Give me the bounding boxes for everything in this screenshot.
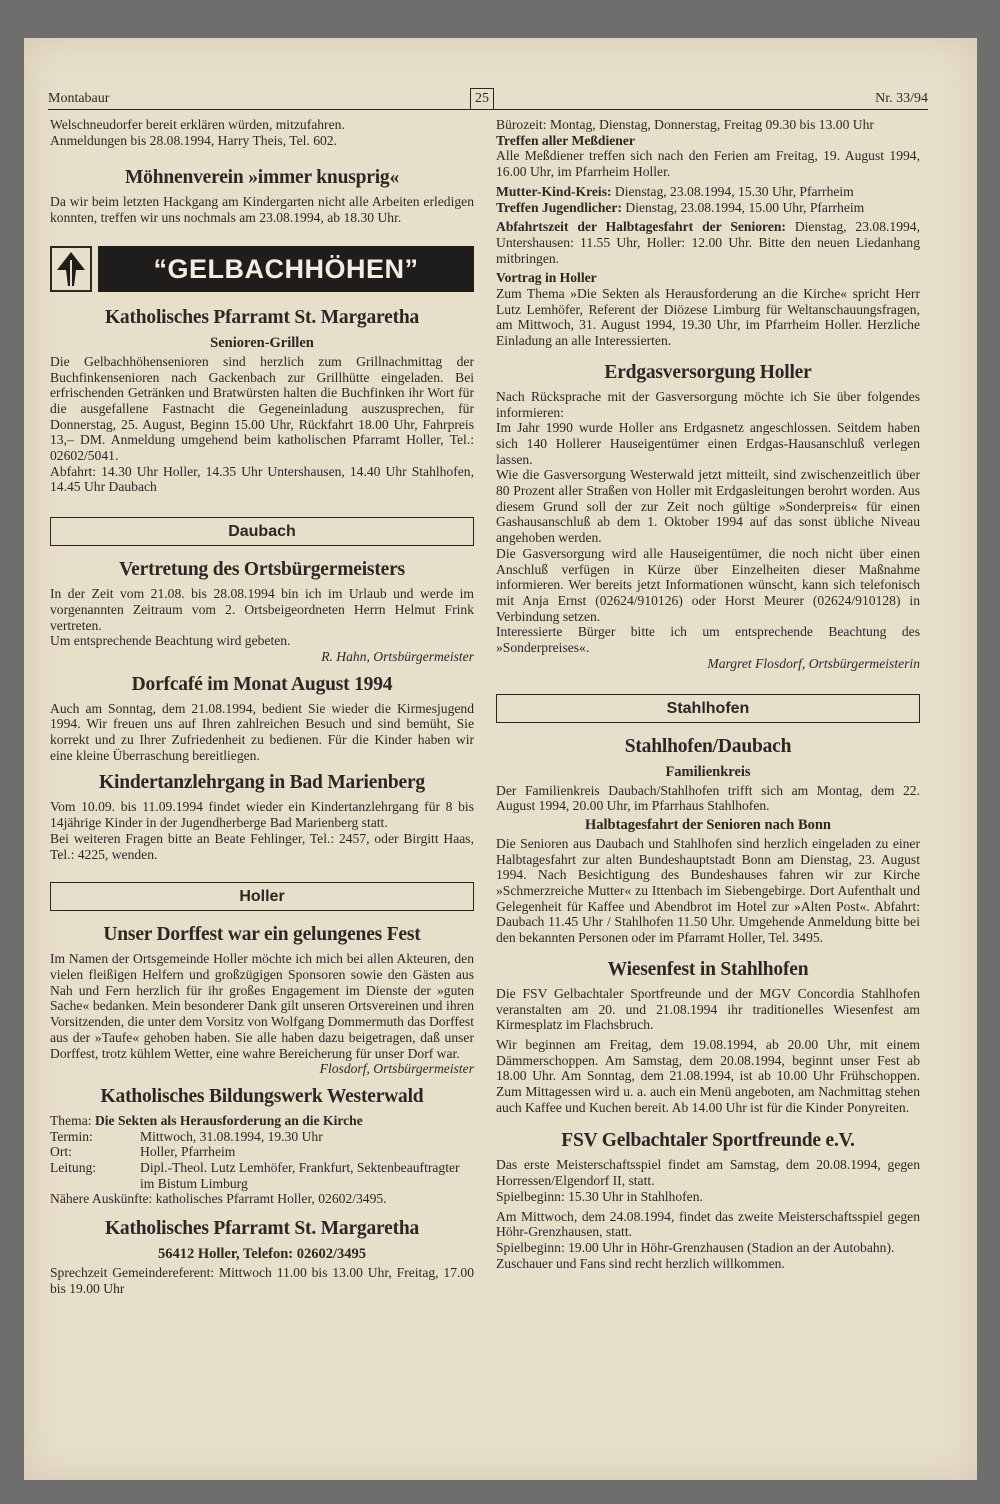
detail-key: Termin: [50,1128,93,1144]
abfahrt-label: Abfahrtszeit der Halbtagesfahrt der Senioren: [496,219,786,235]
banner-title: “GELBACHHÖHEN” [98,246,474,292]
mutterkind-label: Mutter-Kind-Kreis: [496,183,612,199]
header-town: Montabaur [48,91,110,106]
pfarramt1-subtitle: Senioren-Grillen [210,334,314,351]
page-header [48,88,928,110]
fsv-p1b: Spielbeginn: 15.30 Uhr in Stahlhofen. [496,1188,703,1204]
jugend-label: Treffen Jugendlicher: [496,199,622,215]
wiesenfest-p1: Die FSV Gelbachtaler Sportfreunde und der MGV Concordia Stahlhofen veranstalten am 20. und 21.08.1994 ihr traditionelles Wiesenfest am Kirmesplatz im Flachsbruch. [496,985,920,1033]
mutterkind-value: Dienstag, 23.08.1994, 15.30 Uhr, Pfarrheim [611,183,854,199]
detail-value: Holler, Pfarrheim [140,1144,236,1160]
fsv-p1: Das erste Meisterschaftsspiel findet am Samstag, dem 20.08.1994, gegen Horressen/Elgendorf II, statt. [496,1157,920,1189]
intro-line-1: Welschneudorfer bereit erklären würden, mitzufahren. [50,117,345,132]
kindertanz-title: Kindertanzlehrgang in Bad Marienberg [99,772,425,794]
erdgas-p4: Die Gasversorgung wird alle Hauseigentümer, die noch nicht über einen Anschluß verfügen in Kürze über Einzelheiten dieser Maßnahme informieren. Wer bereits jetzt Informationen wünscht, kann sich telefonisch mit Anja Ernst (02624/910126) oder Horst Meurer (02624/910128) in Verbindung setzen. [496,545,920,624]
bildungswerk-details [50,1129,474,1192]
detail-value: Dipl.-Theol. Lutz Lemhöfer, Frankfurt, Sektenbeauftragter im Bistum Limburg [140,1160,460,1191]
gelbachhoehen-banner [50,246,474,292]
moehnen-text: Da wir beim letzten Hackgang am Kindergarten nicht alle Arbeiten erledigen konnten, treffen wir uns nochmals am 23.08.1994, ab 18.30 Uhr. [50,194,474,226]
familienkreis-text: Der Familienkreis Daubach/Stahlhofen trifft sich am Montag, dem 22. August 1994, 20.00 Uhr, im Pfarrhaus Stahlhofen. [496,782,920,814]
bildungswerk-text: Nähere Auskünfte: katholisches Pfarramt Holler, 02602/3495. [50,1191,387,1207]
detail-value: Mittwoch, 31.08.1994, 19.30 Uhr [140,1128,323,1144]
intro-line-2: Anmeldungen bis 28.08.1994, Harry Theis, Tel. 602. [50,132,338,148]
kindertanz-text: Vom 10.09. bis 11.09.1994 findet wieder ein Kindertanzlehrgang für 8 bis 14jährige Kinder in der Jugendherberge Bad Marienberg statt. [50,799,474,831]
jugend-text [496,200,920,216]
thema-label: Thema: [50,1112,92,1128]
section-box-holler: Holler [50,882,474,911]
section-box-stahlhofen: Stahlhofen [496,694,920,723]
erdgas-p5: Interessierte Bürger bitte ich um entsprechende Beachtung des »Sonderpreises«. [496,624,920,656]
mutterkind-text [496,184,920,200]
header-rule [48,109,928,110]
pfarramt1-abfahrt: Abfahrt: 14.30 Uhr Holler, 14.35 Uhr Untershausen, 14.40 Uhr Stahlhofen, 14.45 Uhr Daubach [50,463,474,495]
pfarramt2-subtitle: 56412 Holler, Telefon: 02602/3495 [157,1246,367,1263]
messdiener-label: Treffen aller Meßdiener [496,132,635,148]
bildungswerk-title: Katholisches Bildungswerk Westerwald [100,1085,424,1107]
detail-row [50,1129,474,1145]
abfahrt-value: Dienstag, 23.08.1994, Untershausen: 11.55 Uhr, Holler: 12.00 Uhr. Bitte den neuen Liedanhang mitbringen. [496,219,920,266]
fsv-p2b: Spielbeginn: 19.00 Uhr in Höhr-Grenzhausen (Stadion an der Autobahn). [496,1239,895,1255]
thema-value: Die Sekten als Herausforderung an die Kirche [94,1112,363,1128]
section-box-daubach: Daubach [50,517,474,546]
detail-row [50,1144,474,1160]
left-column [50,117,474,1297]
bildungswerk-thema [50,1113,474,1129]
moehnen-title: Möhnenverein »immer knusprig« [124,167,400,189]
right-column [496,117,920,1271]
kindertanz-text2: Bei weiteren Fragen bitte an Beate Fehlinger, Tel.: 2457, oder Birgitt Haas, Tel.: 4225, wenden. [50,830,474,862]
erdgas-p3: Wie die Gasversorgung Westerwald jetzt mitteilt, sind zwischenzeitlich über 80 Prozent aller Straßen von Holler mit Erdgasleitungen berohrt worden. Aus diesem Grund soll der zur Zeit noch gültige »Sonderpreis« für einen Gashausanschluß ab dem 1. Oktober 1994 auf das sonst übliche Niveau angehoben werden. [496,467,920,546]
dorfcafe-title: Dorfcafé im Monat August 1994 [131,673,393,695]
detail-key: Leitung: [50,1160,97,1176]
arrow-logo-icon [50,246,92,292]
page-number: 25 [470,88,494,110]
erdgas-signature: Margret Flosdorf, Ortsbürgermeisterin [707,655,920,671]
fsv-p3: Zuschauer und Fans sind recht herzlich willkommen. [496,1255,785,1271]
erdgas-p1: Nach Rücksprache mit der Gasversorgung möchte ich Sie über folgendes informieren: [496,388,920,420]
wiesenfest-title: Wiesenfest in Stahlhofen [607,958,809,980]
familienkreis-title: Stahlhofen/Daubach [624,735,792,757]
abfahrt-text [496,219,920,266]
erdgas-p2: Im Jahr 1990 wurde Holler ans Erdgasnetz angeschlossen. Seitdem haben sich 140 Hollerer Hauseigentümer einen Erdgas-Hausanschluß verlegen lassen. [496,420,920,467]
vertretung-signature: R. Hahn, Ortsbürgermeister [321,648,474,664]
vertretung-title: Vertretung des Ortsbürgermeisters [119,559,405,581]
dorfcafe-text: Auch am Sonntag, dem 21.08.1994, bedient Sie wieder die Kirmesjugend 1994. Wir freuen uns auf Ihren zahlreichen Besuch und sind bemüht, Sie korrekt und zu Ihrer Zufriedenheit zu bedienen. Für die Kinder haben wir eine kleine Überraschung bereitliegen. [50,700,474,763]
vortrag-text: Zum Thema »Die Sekten als Herausforderung an die Kirche« spricht Herr Lutz Lemhöfer, Referent der Diözese Limburg für Weltanschauungsfragen, am Mittwoch, 31. August 1994, 19.30 Uhr, im Pfarrheim Holler. Herzliche Einladung an alle Interessierten. [496,286,920,349]
dorffest-signature: Flosdorf, Ortsbürgermeister [319,1061,474,1077]
pfarramt1-title: Katholisches Pfarramt St. Margaretha [104,306,420,328]
buero-text: Bürozeit: Montag, Dienstag, Donnerstag, Freitag 09.30 bis 13.00 Uhr [496,117,874,132]
fsv-title: FSV Gelbachtaler Sportfreunde e.V. [561,1130,855,1152]
pfarramt2-text: Sprechzeit Gemeindereferent: Mittwoch 11.00 bis 13.00 Uhr, Freitag, 17.00 bis 19.00 Uhr [50,1265,474,1296]
vertretung-text2: Um entsprechende Beachtung wird gebeten. [50,633,291,649]
erdgas-title: Erdgasversorgung Holler [604,361,812,383]
vertretung-text: In der Zeit vom 21.08. bis 28.08.1994 bin ich im Urlaub und werde im vorgenannten Zeitraum vom 2. Ortsbeigeordneten Herrn Helmut Frink vertreten. [50,586,474,633]
issue-number: Nr. 33/94 [875,91,928,106]
vortrag-label: Vortrag in Holler [496,270,597,286]
pfarramt2-title: Katholisches Pfarramt St. Margaretha [104,1218,420,1240]
halbtages-text: Die Senioren aus Daubach und Stahlhofen sind herzlich eingeladen zu einer Halbtagesfahrt zur alten Bundeshauptstadt Bonn am Dienstag, 23. August 1994. Nach Besichtigung des Bundeshauses fahren wir zur Kirche »Schmerzreiche Mutter« zu Ittenbach im Siebengebirge. Dort Aufenthalt und Gelegenheit für Kaffee und Abendbrot im Hotel zur »Alten Post«. Abfahrt: Daubach 11.45 Uhr / Stahlhofen 11.50 Uhr. Umgehende Anmeldung bitte bei den bekannten Personen oder im Pfarramt Holler, Tel. 3495. [496,835,920,946]
dorffest-title: Unser Dorffest war ein gelungenes Fest [103,924,421,946]
messdiener-text: Alle Meßdiener treffen sich nach den Ferien am Freitag, 19. August 1994, 16.00 Uhr, im Pfarrheim Holler. [496,148,920,180]
dorffest-text: Im Namen der Ortsgemeinde Holler möchte ich mich bei allen Akteuren, den vielen fleißigen Helfern und großzügigen Sponsoren sowie den Gästen aus Nah und Fern herzlich für ihr großes Engagement im Dienste der »guten Sache« bedanken. Mein besonderer Dank gilt unseren Ortsvereinen und ihren Vorsitzenden, die unter dem Vorsitz von Wolfgang Dommermuth das Dorffest aus der »Taufe« gehoben haben. Sie alle haben dazu beigetragen, daß unser Dorffest, trotz kühlem Wetter, eine wahre Bereicherung für unser Dorf war. [50,951,474,1061]
familienkreis-subtitle: Familienkreis [665,763,751,780]
fsv-p2: Am Mittwoch, dem 24.08.1994, findet das zweite Meisterschaftsspiel gegen Höhr-Grenzhausen, statt. [496,1208,920,1240]
halbtages-subtitle: Halbtagesfahrt der Senioren nach Bonn [585,816,831,833]
detail-key: Ort: [50,1144,72,1160]
jugend-value: Dienstag, 23.08.1994, 15.00 Uhr, Pfarrheim [621,199,865,215]
detail-row [50,1160,474,1191]
pfarramt1-text: Die Gelbachhöhensenioren sind herzlich zum Grillnachmittag der Buchfinkensenioren nach Gackenbach zur Grillhütte eingeladen. Bei erfrischenden Getränken und Bratwürsten halten die Buchfinken ihr Wort für die ausgefallene Fastnacht die Gegeneinladung auszusprechen, für Donnerstag, 25. August, Beginn 15.00 Uhr, Rückfahrt 18.00 Uhr, Fahrpreis 13,– DM. Anmeldung umgehend beim katholischen Pfarramt Holler, Tel.: 02602/5041. [50,353,474,464]
wiesenfest-p2: Wir beginnen am Freitag, dem 19.08.1994, ab 20.00 Uhr, mit einem Dämmerschoppen. Am Samstag, dem 20.08.1994, beginnt unser Fest ab 18.00 Uhr. Am Sonntag, dem 21.08.1994, ist ab 10.00 Uhr Frühschoppen. Zum Mittagessen wird u. a. auch ein Menü angeboten, am Nachmittag stehen auch Kaffee und Kuchen bereit. Ab 14.00 Uhr ist für die Kinder Ponyreiten. [496,1036,920,1115]
